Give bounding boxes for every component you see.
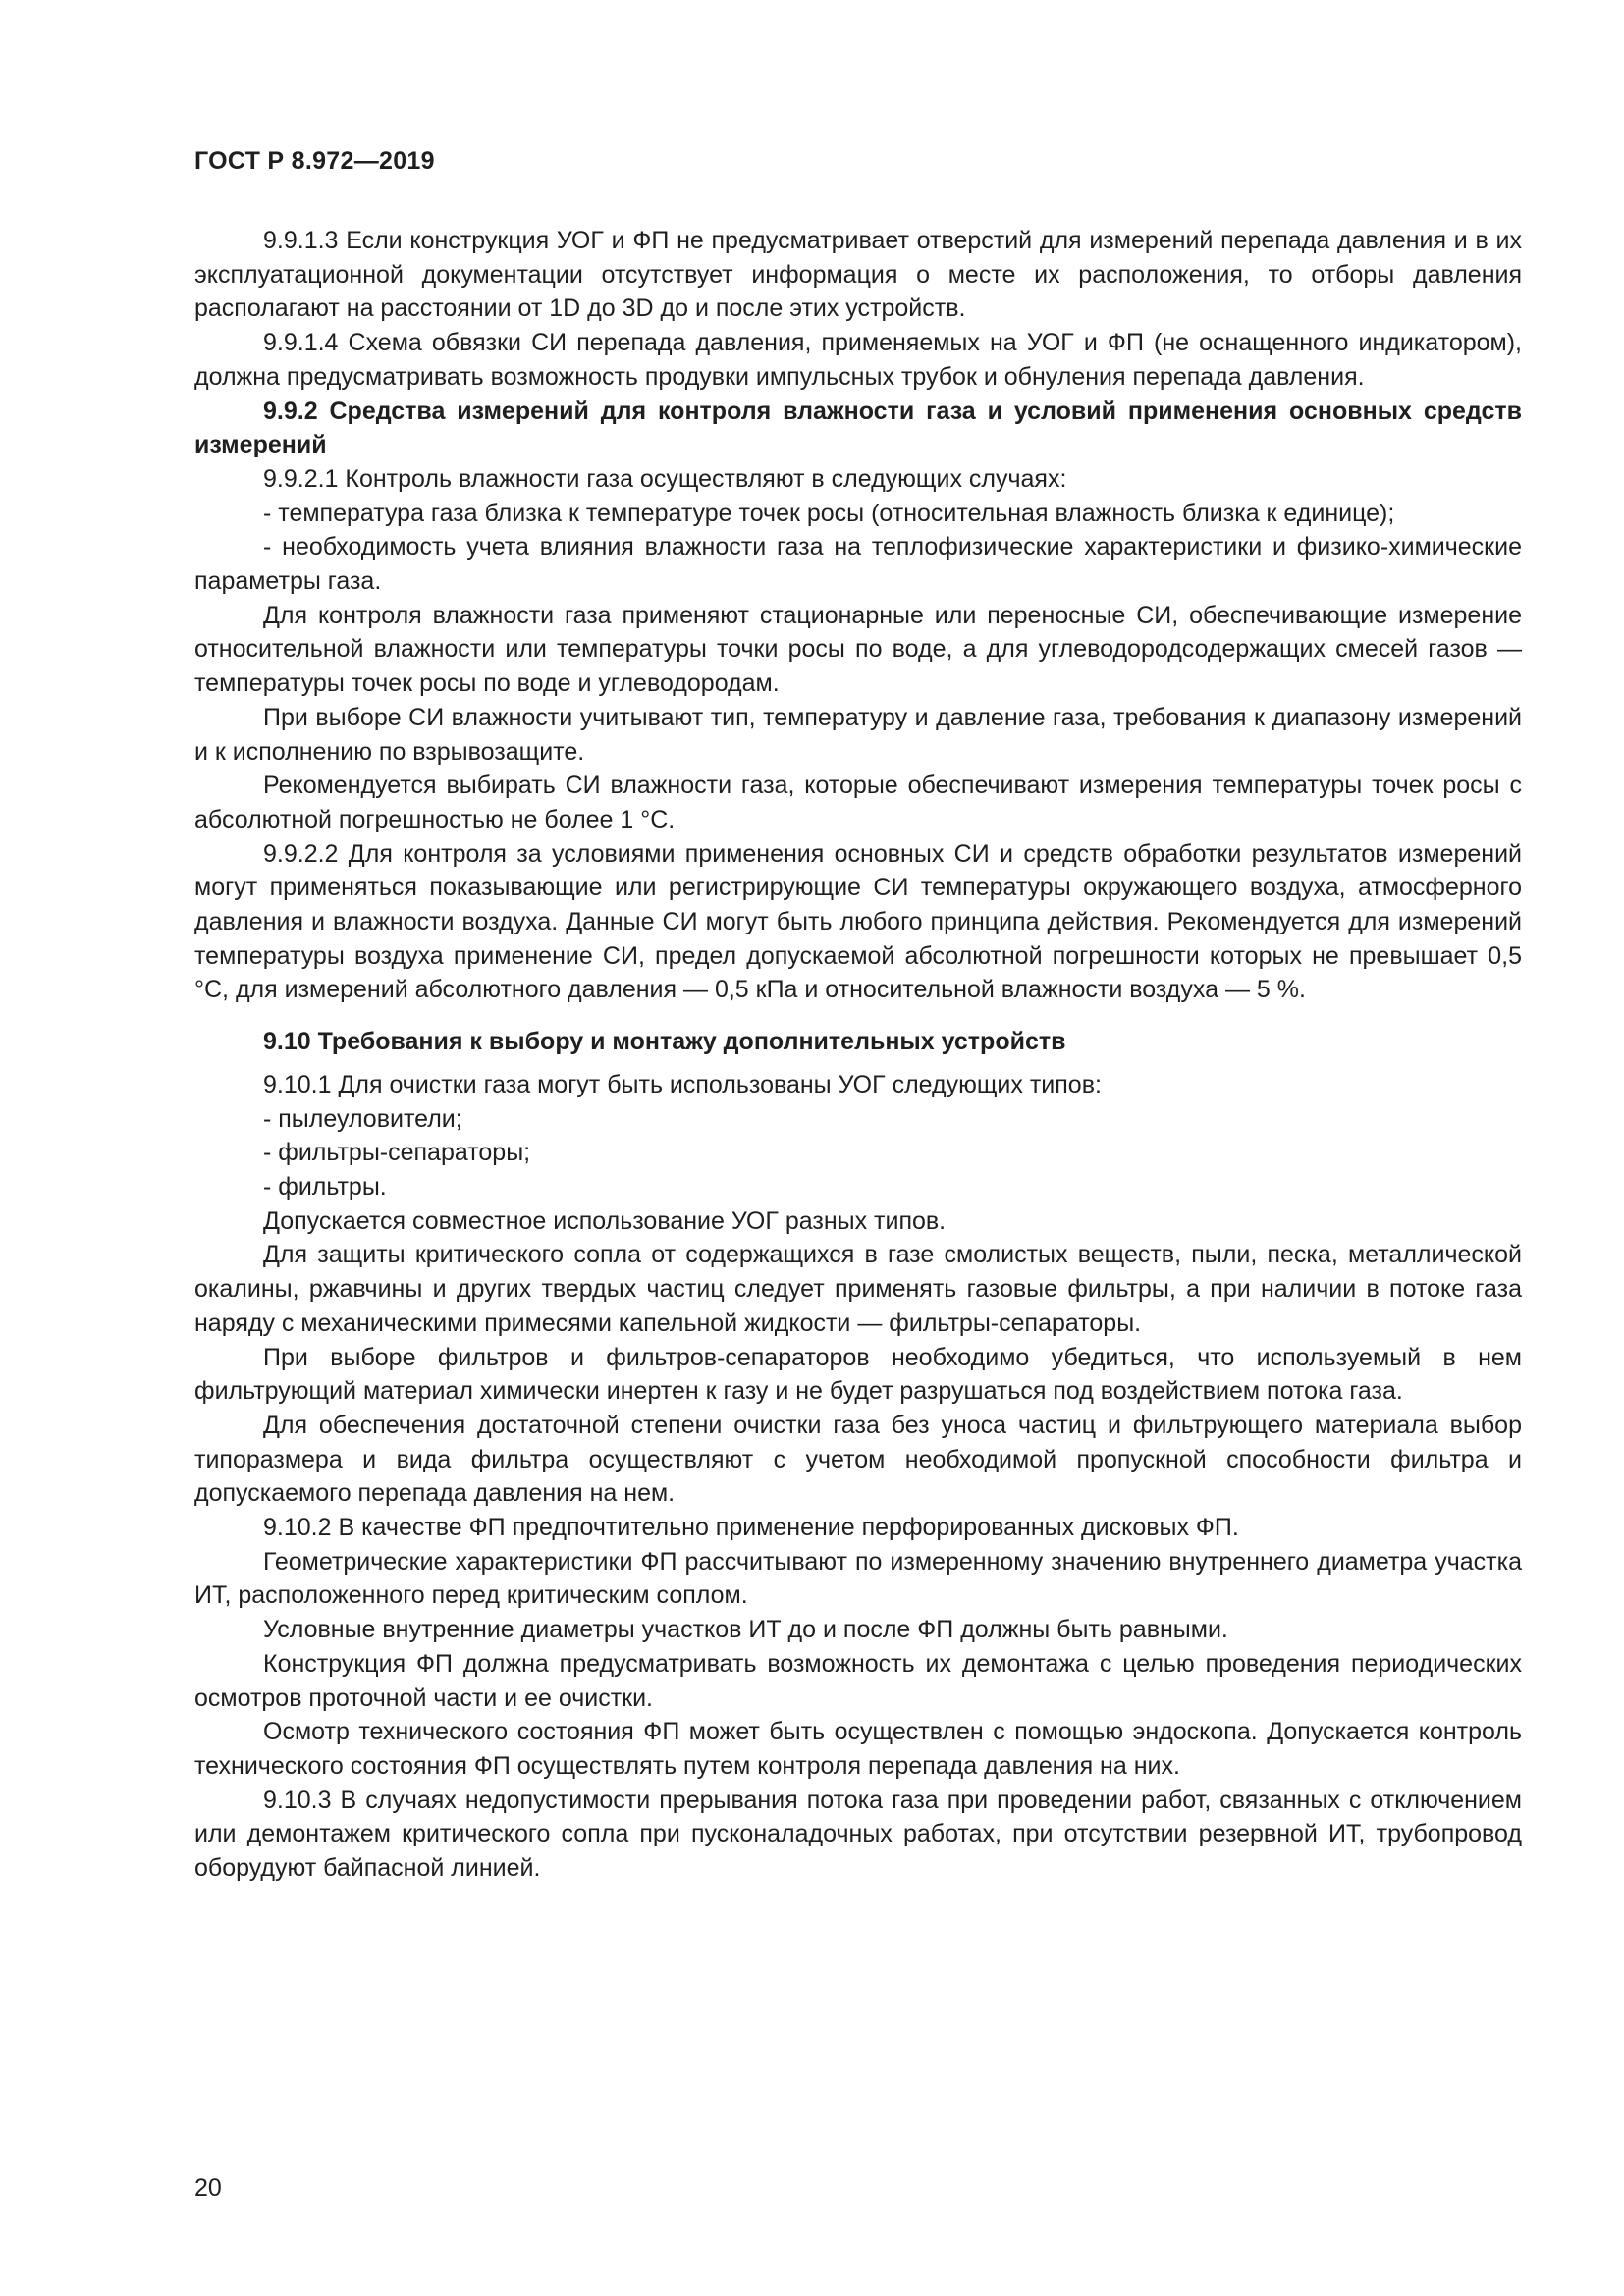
paragraph: 9.10.1 Для очистки газа могут быть использованы УОГ следующих типов:: [263, 1070, 1102, 1098]
paragraph: При выборе фильтров и фильтров-сепараторов необходимо убедиться, что используемый в нем фильтрующий материал химически инертен к газу и не будет разрушаться под воздействием потока газа.: [194, 1343, 1522, 1406]
list-item: - фильтры-сепараторы;: [263, 1139, 531, 1167]
paragraph: Геометрические характеристики ФП рассчитывают по измеренному значению внутреннего диаметра участка ИТ, расположенного перед критическим соплом.: [194, 1547, 1522, 1610]
paragraph: Допускается совместное использование УОГ разных типов.: [263, 1206, 947, 1235]
paragraph: 9.10.3 В случаях недопустимости прерывания потока газа при проведении работ, связанных с отключением или демонтажем критического сопла при пусконаладочных работах, при отсутствии резервной ИТ, трубопровод оборудуют байпасной линией.: [194, 1786, 1522, 1883]
paragraph: Для контроля влажности газа применяют стационарные или переносные СИ, обеспечивающие измерение относительной влажности или температуры точки росы по воде, а для углеводородсодержащих смесей газов — температуры точек росы по воде и углеводородам.: [194, 601, 1522, 698]
paragraph: 9.9.1.3 Если конструкция УОГ и ФП не предусматривает отверстий для измерений перепада давления и в их эксплуатационной документации отсутствует информация о месте их расположения, то отборы давления располагают на расстоянии от 1D до 3D до и после этих устройств.: [194, 227, 1522, 323]
list-item: - пылеуловители;: [263, 1104, 462, 1133]
paragraph: 9.10.2 В качестве ФП предпочтительно применение перфорированных дисковых ФП.: [263, 1514, 1239, 1542]
paragraph: 9.9.1.4 Схема обвязки СИ перепада давления, применяемых на УОГ и ФП (не оснащенного индикатором), должна предусматривать возможность продувки импульсных трубок и обнуления перепада давления.: [194, 329, 1522, 391]
paragraph: 9.9.2.2 Для контроля за условиями применения основных СИ и средств обработки результатов измерений могут применяться показывающие или регистрирующие СИ температуры окружающего воздуха, атмосферного давления и влажности воздуха. Данные СИ могут быть любого принципа действия. Рекомендуется для измерений температуры воздуха применение СИ, предел допускаемой абсолютной погрешности которых не превышает 0,5 °С, для измерений абсолютного давления — 0,5 кПа и относительной влажности воздуха — 5 %.: [194, 839, 1522, 1004]
page-number: 20: [194, 2174, 222, 2202]
paragraph: Для защиты критического сопла от содержащихся в газе смолистых веществ, пыли, песка, металлической окалины, ржавчины и других твердых частиц следует применять газовые фильтры, а при наличии в потоке газа наряду с механическими примесями капельной жидкости — фильтры-сепараторы.: [194, 1241, 1522, 1337]
document-body: [194, 224, 1522, 1886]
section-heading: 9.10 Требования к выбору и монтажу дополнительных устройств: [263, 1028, 1066, 1056]
list-item: - фильтры.: [263, 1172, 387, 1201]
paragraph: Рекомендуется выбирать СИ влажности газа, которые обеспечивают измерения температуры точек росы с абсолютной погрешностью не более 1 °С.: [194, 772, 1522, 833]
document-header-title: ГОСТ Р 8.972—2019: [194, 147, 435, 175]
paragraph: При выборе СИ влажности учитывают тип, температуру и давление газа, требования к диапазону измерений и к исполнению по взрывозащите.: [194, 703, 1522, 766]
list-item: - температура газа близка к температуре точек росы (относительная влажность близка к единице);: [263, 499, 1395, 527]
paragraph: Конструкция ФП должна предусматривать возможность их демонтажа с целью проведения периодических осмотров проточной части и ее очистки.: [194, 1649, 1522, 1712]
paragraph: 9.9.2.1 Контроль влажности газа осуществляют в следующих случаях:: [263, 464, 1067, 493]
paragraph: Осмотр технического состояния ФП может быть осуществлен с помощью эндоскопа. Допускается контроль технического состояния ФП осуществлять путем контроля перепада давления на них.: [194, 1718, 1522, 1780]
list-item: - необходимость учета влияния влажности газа на теплофизические характеристики и физико-химические параметры газа.: [194, 533, 1522, 596]
paragraph: Условные внутренние диаметры участков ИТ до и после ФП должны быть равными.: [263, 1616, 1228, 1644]
section-heading: 9.9.2 Средства измерений для контроля влажности газа и условий применения основных средств измерений: [194, 397, 1522, 459]
paragraph: Для обеспечения достаточной степени очистки газа без уноса частиц и фильтрующего материала выбор типоразмера и вида фильтра осуществляют с учетом необходимой пропускной способности фильтра и допускаемого перепада давления на нем.: [194, 1411, 1522, 1508]
